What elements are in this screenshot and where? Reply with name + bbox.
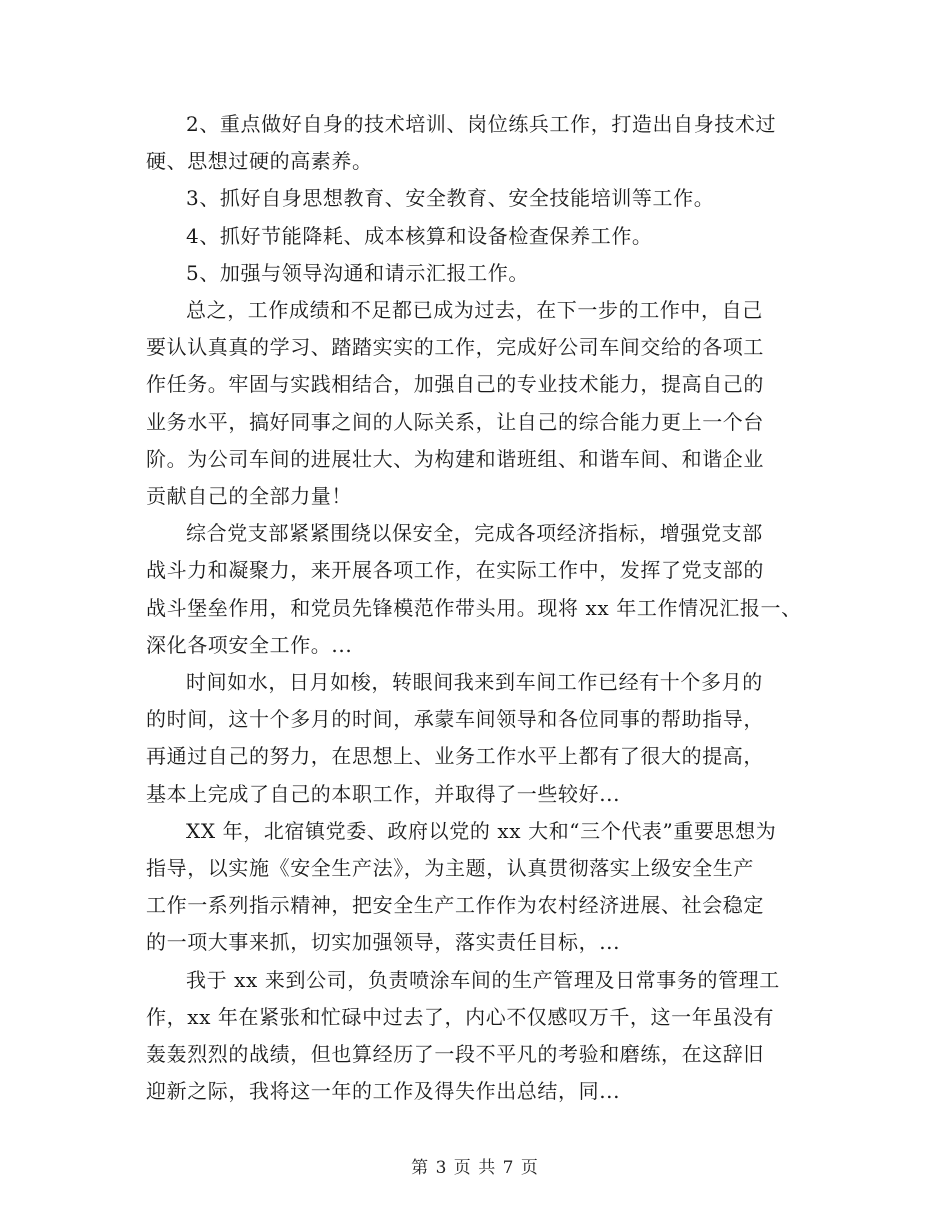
paragraph-safety-production <box>146 813 811 962</box>
text-line: 轰轰烈烈的战绩，但也算经历了一段不平凡的考验和磨练，在这辞旧 <box>146 1042 764 1067</box>
text-line: 贡献自己的全部力量！ <box>146 484 352 509</box>
text-line: 综合党支部紧紧围绕以保安全，完成各项经济指标，增强党支部 <box>186 521 763 546</box>
text-line: 作任务。牢固与实践相结合，加强自己的专业技术能力，提高自己的 <box>146 372 764 397</box>
text-line: 作，xx 年在紧张和忙碌中过去了，内心不仅感叹万千，这一年虽没有 <box>146 1004 775 1029</box>
text-line: XX 年，北宿镇党委、政府以党的 xx 大和“三个代表”重要思想为 <box>186 818 777 843</box>
paragraph-item-2 <box>146 106 811 180</box>
text-line: 指导，以实施《安全生产法》，为主题，认真贯彻落实上级安全生产 <box>146 856 754 881</box>
text-line: 基本上完成了自己的本职工作，并取得了一些较好... <box>146 781 621 806</box>
text-line: 的时间，这十个多月的时间，承蒙车间领导和各位同事的帮助指导， <box>146 707 764 732</box>
text-line: 要认认真真的学习、踏踏实实的工作，完成好公司车间交给的各项工 <box>146 335 764 360</box>
text-line: 深化各项安全工作。... <box>146 632 353 657</box>
text-line: 总之，工作成绩和不足都已成为过去，在下一步的工作中，自己 <box>186 298 763 323</box>
text-line: 硬、思想过硬的高素养。 <box>146 149 373 174</box>
text-line: 4、抓好节能降耗、成本核算和设备检查保养工作。 <box>186 223 653 248</box>
text-line: 战斗力和凝聚力，来开展各项工作，在实际工作中，发挥了党支部的 <box>146 558 764 583</box>
text-line: 2、重点做好自身的技术培训、岗位练兵工作，打造出自身技术过 <box>186 112 777 136</box>
paragraph-summary <box>146 292 811 515</box>
paragraph-party-branch <box>146 515 811 664</box>
text-line: 时间如水，日月如梭，转眼间我来到车间工作已经有十个多月的 <box>186 670 763 695</box>
text-line: 3、抓好自身思想教育、安全教育、安全技能培训等工作。 <box>186 186 715 211</box>
text-line: 阶。为公司车间的进展壮大、为构建和谐班组、和谐车间、和谐企业 <box>146 446 764 471</box>
paragraph-item-5 <box>146 255 811 292</box>
text-line: 迎新之际，我将这一年的工作及得失作出总结，同... <box>146 1079 621 1104</box>
text-line: 战斗堡垒作用，和党员先锋模范作带头用。现将 xx 年工作情况汇报一、 <box>146 595 802 620</box>
paragraph-spray-workshop <box>146 962 811 1111</box>
text-line: 业务水平，搞好同事之间的人际关系，让自己的综合能力更上一个台 <box>146 409 764 434</box>
page-number-label: 第 3 页 共 7 页 <box>411 1158 539 1178</box>
paragraph-item-4 <box>146 218 811 255</box>
text-line: 再通过自己的努力，在思想上、业务工作水平上都有了很大的提高， <box>146 744 764 769</box>
text-line: 我于 xx 来到公司，负责喷涂车间的生产管理及日常事务的管理工 <box>186 967 780 992</box>
document-body <box>146 106 811 1110</box>
paragraph-time-flies <box>146 664 811 813</box>
text-line: 5、加强与领导沟通和请示汇报工作。 <box>186 260 529 285</box>
page-footer <box>0 1153 950 1178</box>
text-line: 工作一系列指示精神，把安全生产工作作为农村经济进展、社会稳定 <box>146 893 764 918</box>
text-line: 的一项大事来抓，切实加强领导，落实责任目标，... <box>146 930 621 955</box>
paragraph-item-3 <box>146 180 811 217</box>
